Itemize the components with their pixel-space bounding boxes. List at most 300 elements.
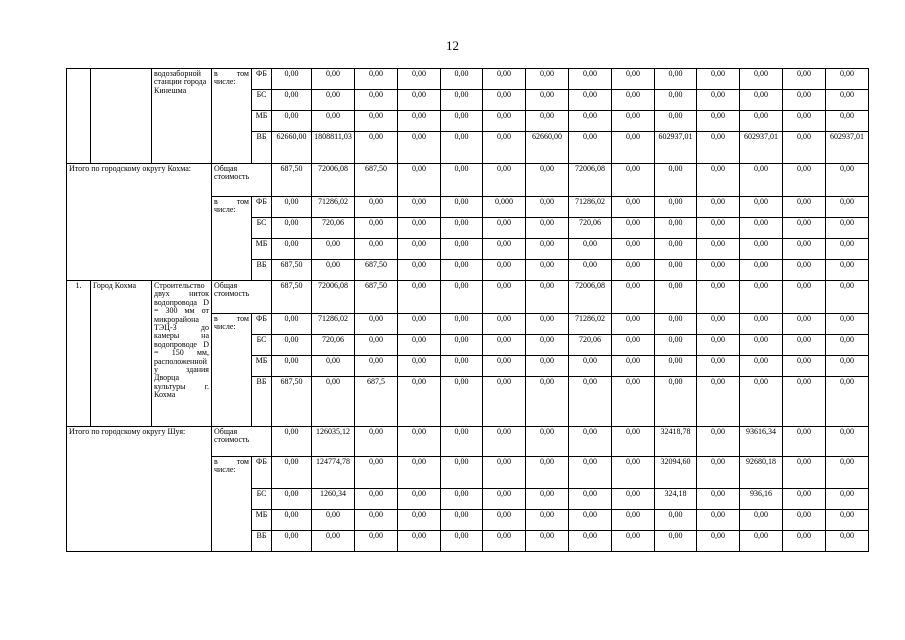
- value-cell: 0,00: [569, 489, 612, 510]
- total-row: [67, 164, 869, 197]
- value-cell: 720,06: [312, 218, 355, 239]
- value-cell: 0,00: [569, 377, 612, 427]
- source-code-cell: БС: [252, 218, 272, 239]
- value-cell: 0,00: [312, 90, 355, 111]
- value-cell: 0,00: [569, 239, 612, 260]
- value-cell: 0,00: [526, 281, 569, 314]
- value-cell: 0,00: [783, 314, 826, 335]
- value-cell: 126035,12: [312, 427, 355, 457]
- value-cell: 0,00: [272, 489, 312, 510]
- value-cell: 0,00: [826, 218, 869, 239]
- value-cell: 72006,08: [569, 164, 612, 197]
- value-cell: 0,00: [355, 314, 398, 335]
- value-cell: 0,00: [272, 239, 312, 260]
- value-cell: 71286,02: [569, 314, 612, 335]
- value-cell: 0,00: [697, 132, 740, 164]
- value-cell: 0,00: [355, 197, 398, 218]
- value-cell: 0,00: [783, 510, 826, 531]
- value-cell: 0,00: [783, 90, 826, 111]
- value-cell: 0,00: [441, 90, 483, 111]
- incl-label-cell: [212, 197, 252, 281]
- value-cell: 0,00: [697, 377, 740, 427]
- value-cell: 0,00: [655, 164, 697, 197]
- value-cell: 0,00: [612, 335, 655, 356]
- value-cell: 0,00: [398, 335, 441, 356]
- value-cell: 0,00: [569, 260, 612, 281]
- value-cell: 0,00: [355, 356, 398, 377]
- value-cell: 324,18: [655, 489, 697, 510]
- value-cell: 0,00: [441, 457, 483, 489]
- value-cell: 0,00: [398, 457, 441, 489]
- value-cell: 0,00: [697, 489, 740, 510]
- table-row: [67, 69, 869, 90]
- page-number: 12: [446, 38, 459, 53]
- value-cell: 0,00: [272, 335, 312, 356]
- value-cell: 0,00: [355, 90, 398, 111]
- value-cell: 0,00: [740, 335, 783, 356]
- value-cell: 0,00: [783, 281, 826, 314]
- value-cell: 1260,34: [312, 489, 355, 510]
- value-cell: 0,00: [655, 335, 697, 356]
- value-cell: 0,00: [526, 427, 569, 457]
- value-cell: 0,00: [398, 239, 441, 260]
- value-cell: 0,00: [826, 510, 869, 531]
- value-cell: 0,00: [783, 377, 826, 427]
- value-cell: 0,00: [441, 239, 483, 260]
- total-row: [67, 427, 869, 457]
- value-cell: 0,00: [612, 427, 655, 457]
- value-cell: 0,00: [826, 260, 869, 281]
- object-description: водозаборной станции города Кинешма: [152, 69, 212, 164]
- value-cell: 0,00: [783, 457, 826, 489]
- value-cell: 0,00: [826, 281, 869, 314]
- value-cell: 0,00: [312, 239, 355, 260]
- source-code-cell: БС: [252, 90, 272, 111]
- value-cell: 0,00: [398, 531, 441, 552]
- value-cell: 0,00: [526, 239, 569, 260]
- value-cell: 0,00: [612, 531, 655, 552]
- incl-label-v: в: [214, 197, 218, 206]
- value-cell: 0,00: [826, 239, 869, 260]
- value-cell: 0,00: [612, 260, 655, 281]
- value-cell: 0,00: [483, 260, 526, 281]
- source-code-cell: МБ: [252, 356, 272, 377]
- value-cell: 0,00: [441, 218, 483, 239]
- value-cell: 0,00: [826, 164, 869, 197]
- value-cell: 0,00: [697, 90, 740, 111]
- value-cell: 0,00: [612, 457, 655, 489]
- value-cell: 0,00: [398, 260, 441, 281]
- incl-label-chisle: числе:: [214, 77, 236, 87]
- value-cell: 0,00: [483, 69, 526, 90]
- total-cost-label: Общая стоимость: [212, 164, 272, 197]
- value-cell: 0,00: [655, 281, 697, 314]
- value-cell: 72006,08: [312, 164, 355, 197]
- value-cell: 0,00: [398, 90, 441, 111]
- value-cell: 92680,18: [740, 457, 783, 489]
- value-cell: 0,00: [655, 111, 697, 132]
- value-cell: 0,00: [697, 356, 740, 377]
- source-code-cell: ФБ: [252, 69, 272, 90]
- value-cell: 0,00: [783, 260, 826, 281]
- incl-label-tom: том: [236, 69, 249, 78]
- subtotal-label: Итого по городскому округу Шуя:: [67, 427, 212, 552]
- value-cell: 0,00: [569, 132, 612, 164]
- value-cell: 0,00: [655, 356, 697, 377]
- value-cell: 72006,08: [569, 281, 612, 314]
- source-code-cell: МБ: [252, 111, 272, 132]
- value-cell: 0,00: [612, 239, 655, 260]
- value-cell: 0,00: [441, 164, 483, 197]
- value-cell: 0,00: [441, 111, 483, 132]
- value-cell: 0,00: [312, 356, 355, 377]
- value-cell: 0,00: [483, 427, 526, 457]
- value-cell: 0,00: [526, 197, 569, 218]
- value-cell: 0,00: [441, 335, 483, 356]
- value-cell: 0,00: [826, 377, 869, 427]
- value-cell: 0,00: [740, 356, 783, 377]
- value-cell: 0,00: [697, 197, 740, 218]
- value-cell: 0,00: [697, 260, 740, 281]
- value-cell: 0,00: [272, 427, 312, 457]
- value-cell: 0,00: [441, 132, 483, 164]
- value-cell: 687,50: [272, 164, 312, 197]
- value-cell: 0,00: [697, 457, 740, 489]
- value-cell: 0,00: [783, 427, 826, 457]
- value-cell: 0,00: [697, 335, 740, 356]
- value-cell: 0,00: [441, 510, 483, 531]
- value-cell: 124774,78: [312, 457, 355, 489]
- value-cell: 0,00: [697, 218, 740, 239]
- value-cell: 0,00: [483, 531, 526, 552]
- value-cell: 0,00: [272, 111, 312, 132]
- value-cell: 0,00: [740, 90, 783, 111]
- value-cell: 0,00: [740, 281, 783, 314]
- value-cell: 0,00: [483, 132, 526, 164]
- value-cell: 0,00: [526, 90, 569, 111]
- value-cell: 0,00: [697, 427, 740, 457]
- value-cell: 0,00: [441, 356, 483, 377]
- value-cell: 0,00: [526, 489, 569, 510]
- value-cell: 1808811,03: [312, 132, 355, 164]
- value-cell: 0,00: [355, 457, 398, 489]
- value-cell: 71286,02: [312, 314, 355, 335]
- incl-label-chisle: числе:: [214, 205, 236, 215]
- value-cell: 0,00: [612, 69, 655, 90]
- value-cell: 0,00: [740, 531, 783, 552]
- incl-label-tom: том: [236, 314, 249, 323]
- value-cell: 0,00: [655, 69, 697, 90]
- value-cell: 0,00: [826, 489, 869, 510]
- value-cell: 687,50: [355, 260, 398, 281]
- value-cell: 687,50: [272, 377, 312, 427]
- value-cell: 0,00: [483, 111, 526, 132]
- city-cell: [91, 69, 152, 164]
- value-cell: 0,00: [398, 218, 441, 239]
- value-cell: 32094,60: [655, 457, 697, 489]
- value-cell: 0,00: [483, 457, 526, 489]
- value-cell: 0,00: [783, 164, 826, 197]
- value-cell: 0,000: [483, 197, 526, 218]
- value-cell: 0,00: [483, 90, 526, 111]
- value-cell: 0,00: [483, 356, 526, 377]
- value-cell: 0,00: [655, 314, 697, 335]
- value-cell: 0,00: [355, 239, 398, 260]
- value-cell: 0,00: [697, 69, 740, 90]
- value-cell: 0,00: [483, 281, 526, 314]
- value-cell: 0,00: [740, 510, 783, 531]
- value-cell: 687,50: [272, 260, 312, 281]
- incl-label-v: в: [214, 69, 218, 78]
- value-cell: 0,00: [612, 111, 655, 132]
- value-cell: 0,00: [526, 356, 569, 377]
- value-cell: 0,00: [697, 111, 740, 132]
- value-cell: 0,00: [783, 218, 826, 239]
- value-cell: 0,00: [740, 111, 783, 132]
- value-cell: 0,00: [483, 489, 526, 510]
- value-cell: 0,00: [272, 314, 312, 335]
- value-cell: 0,00: [783, 489, 826, 510]
- value-cell: 0,00: [697, 164, 740, 197]
- source-code-cell: ВБ: [252, 531, 272, 552]
- value-cell: 0,00: [526, 457, 569, 489]
- value-cell: 0,00: [526, 260, 569, 281]
- source-code-cell: ВБ: [252, 132, 272, 164]
- value-cell: 602937,01: [740, 132, 783, 164]
- value-cell: 0,00: [655, 239, 697, 260]
- value-cell: 0,00: [272, 356, 312, 377]
- value-cell: 0,00: [740, 197, 783, 218]
- value-cell: 0,00: [569, 356, 612, 377]
- value-cell: 0,00: [483, 377, 526, 427]
- value-cell: 0,00: [398, 132, 441, 164]
- value-cell: 0,00: [783, 335, 826, 356]
- value-cell: 0,00: [355, 427, 398, 457]
- value-cell: 0,00: [272, 531, 312, 552]
- value-cell: 0,00: [826, 197, 869, 218]
- value-cell: 0,00: [441, 281, 483, 314]
- value-cell: 0,00: [355, 132, 398, 164]
- value-cell: 0,00: [355, 531, 398, 552]
- source-code-cell: ВБ: [252, 377, 272, 427]
- value-cell: 0,00: [740, 69, 783, 90]
- value-cell: 0,00: [697, 239, 740, 260]
- value-cell: 0,00: [569, 427, 612, 457]
- value-cell: 0,00: [826, 111, 869, 132]
- value-cell: 0,00: [526, 164, 569, 197]
- source-code-cell: МБ: [252, 239, 272, 260]
- value-cell: 0,00: [272, 69, 312, 90]
- value-cell: 0,00: [612, 281, 655, 314]
- incl-label-cell: [212, 314, 252, 427]
- total-cost-label: Общая стоимость: [212, 427, 272, 457]
- value-cell: 0,00: [612, 164, 655, 197]
- value-cell: 0,00: [398, 510, 441, 531]
- value-cell: 720,06: [312, 335, 355, 356]
- value-cell: 0,00: [526, 377, 569, 427]
- value-cell: 0,00: [655, 260, 697, 281]
- value-cell: 0,00: [398, 69, 441, 90]
- incl-label-tom: том: [236, 457, 249, 466]
- value-cell: 0,00: [398, 314, 441, 335]
- value-cell: 0,00: [740, 164, 783, 197]
- value-cell: 0,00: [826, 69, 869, 90]
- value-cell: 0,00: [569, 531, 612, 552]
- value-cell: 0,00: [655, 377, 697, 427]
- source-code-cell: ФБ: [252, 197, 272, 218]
- value-cell: 0,00: [612, 510, 655, 531]
- value-cell: 0,00: [697, 510, 740, 531]
- value-cell: 0,00: [826, 90, 869, 111]
- value-cell: 687,50: [355, 281, 398, 314]
- value-cell: 0,00: [612, 489, 655, 510]
- value-cell: 0,00: [312, 69, 355, 90]
- value-cell: 0,00: [783, 69, 826, 90]
- value-cell: 72006,08: [312, 281, 355, 314]
- value-cell: 0,00: [740, 314, 783, 335]
- value-cell: 0,00: [526, 335, 569, 356]
- value-cell: 0,00: [483, 335, 526, 356]
- value-cell: 0,00: [826, 335, 869, 356]
- value-cell: 0,00: [783, 111, 826, 132]
- value-cell: 602937,01: [826, 132, 869, 164]
- value-cell: 93616,34: [740, 427, 783, 457]
- value-cell: 0,00: [441, 260, 483, 281]
- value-cell: 936,16: [740, 489, 783, 510]
- value-cell: 0,00: [569, 90, 612, 111]
- value-cell: 0,00: [441, 531, 483, 552]
- value-cell: 0,00: [526, 510, 569, 531]
- source-code-cell: ВБ: [252, 260, 272, 281]
- value-cell: 0,00: [398, 164, 441, 197]
- value-cell: 0,00: [655, 197, 697, 218]
- value-cell: 0,00: [312, 377, 355, 427]
- value-cell: 0,00: [526, 314, 569, 335]
- value-cell: 0,00: [398, 427, 441, 457]
- value-cell: 0,00: [483, 164, 526, 197]
- value-cell: 0,00: [398, 281, 441, 314]
- num-cell: [67, 69, 91, 164]
- value-cell: 0,00: [612, 218, 655, 239]
- value-cell: 0,00: [398, 377, 441, 427]
- value-cell: 0,00: [526, 218, 569, 239]
- value-cell: 0,00: [740, 239, 783, 260]
- incl-label-chisle: числе:: [214, 322, 236, 332]
- value-cell: 32418,78: [655, 427, 697, 457]
- value-cell: 71286,02: [312, 197, 355, 218]
- value-cell: 62660,00: [526, 132, 569, 164]
- incl-label-v: в: [214, 457, 218, 466]
- value-cell: 0,00: [272, 510, 312, 531]
- value-cell: 0,00: [655, 510, 697, 531]
- value-cell: 0,00: [483, 218, 526, 239]
- value-cell: 0,00: [355, 489, 398, 510]
- total-row: [67, 281, 869, 314]
- incl-label-v: в: [214, 314, 218, 323]
- value-cell: 0,00: [355, 218, 398, 239]
- value-cell: 0,00: [655, 90, 697, 111]
- value-cell: 0,00: [783, 132, 826, 164]
- value-cell: 0,00: [783, 356, 826, 377]
- value-cell: 720,06: [569, 335, 612, 356]
- value-cell: 0,00: [441, 377, 483, 427]
- value-cell: 0,00: [740, 377, 783, 427]
- source-code-cell: ФБ: [252, 314, 272, 335]
- value-cell: 0,00: [441, 197, 483, 218]
- value-cell: 0,00: [826, 457, 869, 489]
- num-cell: 1.: [67, 281, 91, 427]
- value-cell: 0,00: [569, 457, 612, 489]
- value-cell: 602937,01: [655, 132, 697, 164]
- value-cell: 0,00: [612, 132, 655, 164]
- value-cell: 0,00: [483, 239, 526, 260]
- value-cell: 0,00: [612, 90, 655, 111]
- value-cell: 0,00: [441, 69, 483, 90]
- value-cell: 0,00: [826, 356, 869, 377]
- value-cell: 71286,02: [569, 197, 612, 218]
- value-cell: 0,00: [398, 356, 441, 377]
- value-cell: 0,00: [569, 69, 612, 90]
- value-cell: 0,00: [398, 489, 441, 510]
- incl-label-cell: [212, 69, 252, 164]
- value-cell: 0,00: [826, 531, 869, 552]
- value-cell: 0,00: [526, 531, 569, 552]
- value-cell: 0,00: [355, 69, 398, 90]
- value-cell: 0,00: [783, 531, 826, 552]
- source-code-cell: БС: [252, 335, 272, 356]
- value-cell: 0,00: [740, 260, 783, 281]
- value-cell: 0,00: [272, 218, 312, 239]
- value-cell: 687,5: [355, 377, 398, 427]
- value-cell: 0,00: [612, 197, 655, 218]
- value-cell: 0,00: [826, 427, 869, 457]
- value-cell: 0,00: [612, 356, 655, 377]
- value-cell: 0,00: [398, 111, 441, 132]
- value-cell: 0,00: [355, 335, 398, 356]
- value-cell: 0,00: [569, 510, 612, 531]
- value-cell: 687,50: [272, 281, 312, 314]
- source-code-cell: МБ: [252, 510, 272, 531]
- total-cost-label: Общая стоимость: [212, 281, 272, 314]
- value-cell: 0,00: [655, 531, 697, 552]
- value-cell: 0,00: [783, 239, 826, 260]
- value-cell: 0,00: [441, 427, 483, 457]
- value-cell: 0,00: [441, 489, 483, 510]
- value-cell: 0,00: [697, 314, 740, 335]
- value-cell: 0,00: [826, 314, 869, 335]
- value-cell: 0,00: [355, 111, 398, 132]
- value-cell: 0,00: [526, 69, 569, 90]
- value-cell: 0,00: [655, 218, 697, 239]
- incl-label-tom: том: [236, 197, 249, 206]
- value-cell: 0,00: [272, 197, 312, 218]
- value-cell: 0,00: [483, 314, 526, 335]
- source-code-cell: ФБ: [252, 457, 272, 489]
- source-code-cell: БС: [252, 489, 272, 510]
- value-cell: 0,00: [312, 531, 355, 552]
- incl-label-cell: [212, 457, 252, 552]
- value-cell: 0,00: [740, 218, 783, 239]
- value-cell: 0,00: [526, 111, 569, 132]
- value-cell: 0,00: [441, 314, 483, 335]
- value-cell: 0,00: [569, 111, 612, 132]
- value-cell: 687,50: [355, 164, 398, 197]
- subtotal-label: Итого по городскому округу Кохма:: [67, 164, 212, 281]
- value-cell: 0,00: [612, 314, 655, 335]
- value-cell: 720,06: [569, 218, 612, 239]
- value-cell: 0,00: [612, 377, 655, 427]
- value-cell: 0,00: [272, 457, 312, 489]
